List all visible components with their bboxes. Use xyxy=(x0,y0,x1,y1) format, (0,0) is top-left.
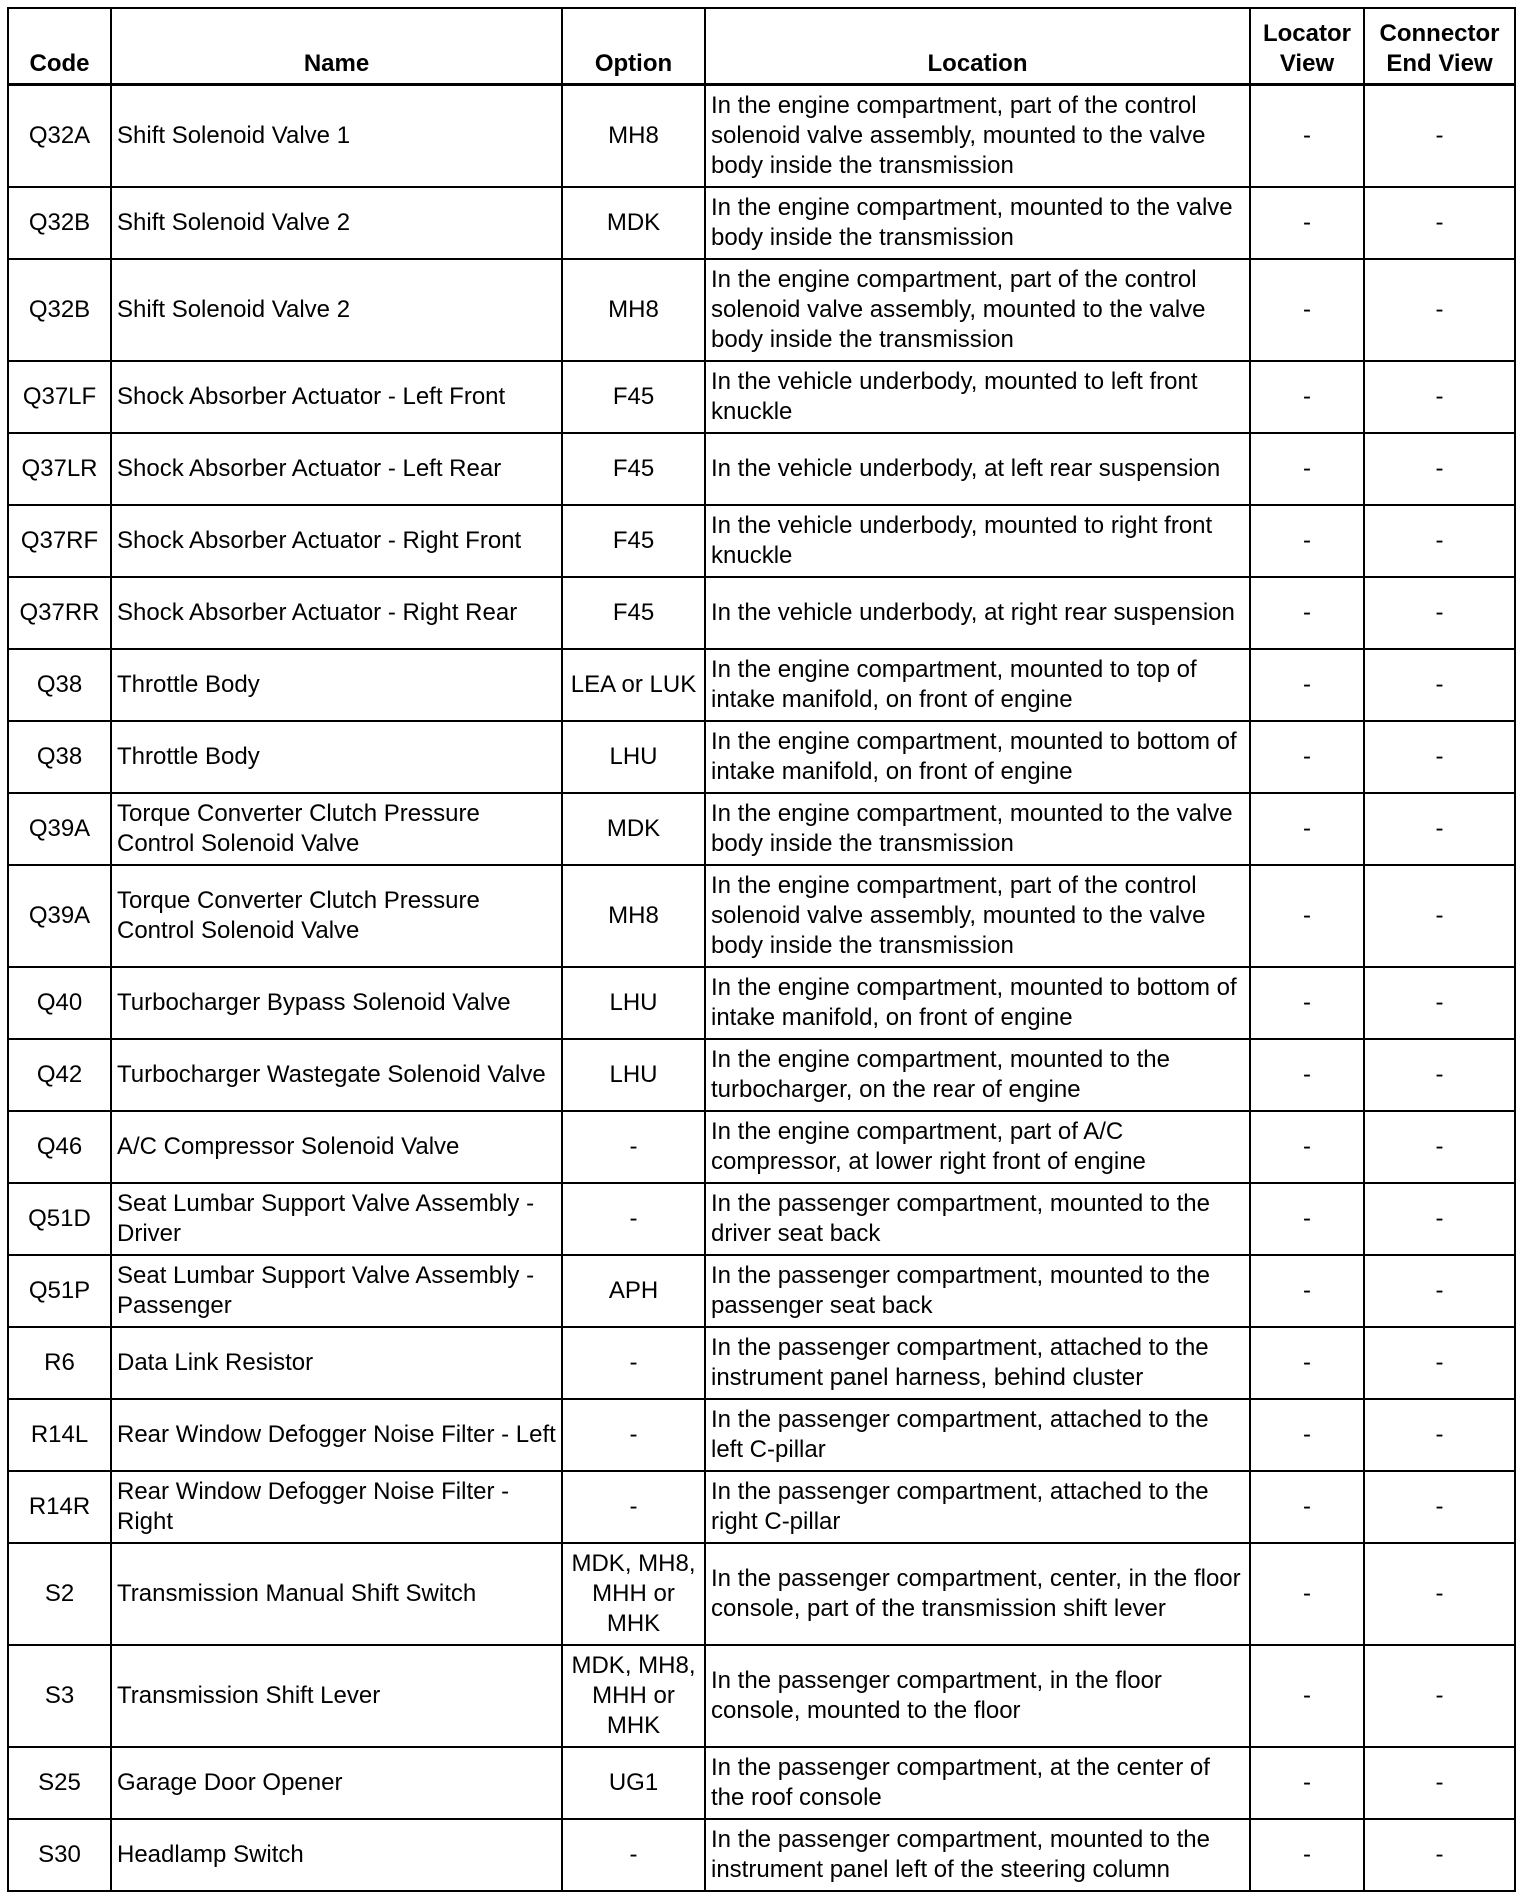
cell-connector-end-view: - xyxy=(1364,721,1515,793)
cell-code: Q42 xyxy=(8,1039,111,1111)
cell-code: Q51D xyxy=(8,1183,111,1255)
cell-name: Turbocharger Bypass Solenoid Valve xyxy=(111,967,562,1039)
cell-option: - xyxy=(562,1399,705,1471)
cell-code: Q32B xyxy=(8,259,111,361)
cell-location: In the vehicle underbody, at right rear suspension xyxy=(705,577,1250,649)
cell-option: LHU xyxy=(562,1039,705,1111)
cell-option: - xyxy=(562,1471,705,1543)
table-row xyxy=(8,433,1515,505)
cell-locator-view: - xyxy=(1250,1255,1364,1327)
cell-option: MDK, MH8, MHH or MHK xyxy=(562,1645,705,1747)
cell-connector-end-view: - xyxy=(1364,1327,1515,1399)
cell-locator-view: - xyxy=(1250,1819,1364,1891)
cell-location: In the engine compartment, mounted to the valve body inside the transmission xyxy=(705,793,1250,865)
cell-location: In the vehicle underbody, mounted to left front knuckle xyxy=(705,361,1250,433)
cell-name: Data Link Resistor xyxy=(111,1327,562,1399)
header-code: Code xyxy=(8,8,111,85)
cell-connector-end-view: - xyxy=(1364,1039,1515,1111)
table-row xyxy=(8,967,1515,1039)
cell-name: Torque Converter Clutch Pressure Control Solenoid Valve xyxy=(111,793,562,865)
cell-location: In the engine compartment, part of A/C compressor, at lower right front of engine xyxy=(705,1111,1250,1183)
cell-connector-end-view: - xyxy=(1364,793,1515,865)
cell-location: In the engine compartment, mounted to the valve body inside the transmission xyxy=(705,187,1250,259)
cell-name: Shift Solenoid Valve 2 xyxy=(111,259,562,361)
cell-connector-end-view: - xyxy=(1364,1819,1515,1891)
cell-code: R6 xyxy=(8,1327,111,1399)
cell-option: F45 xyxy=(562,361,705,433)
cell-connector-end-view: - xyxy=(1364,1747,1515,1819)
cell-code: Q39A xyxy=(8,865,111,967)
cell-option: UG1 xyxy=(562,1747,705,1819)
cell-option: - xyxy=(562,1183,705,1255)
cell-code: Q38 xyxy=(8,649,111,721)
cell-location: In the passenger compartment, attached to the instrument panel harness, behind cluster xyxy=(705,1327,1250,1399)
cell-option: LHU xyxy=(562,721,705,793)
cell-location: In the vehicle underbody, at left rear suspension xyxy=(705,433,1250,505)
cell-locator-view: - xyxy=(1250,1543,1364,1645)
cell-locator-view: - xyxy=(1250,505,1364,577)
cell-option: F45 xyxy=(562,505,705,577)
cell-name: Rear Window Defogger Noise Filter - Left xyxy=(111,1399,562,1471)
cell-option: F45 xyxy=(562,577,705,649)
cell-location: In the passenger compartment, at the center of the roof console xyxy=(705,1747,1250,1819)
cell-option: - xyxy=(562,1111,705,1183)
cell-name: Transmission Shift Lever xyxy=(111,1645,562,1747)
cell-code: R14R xyxy=(8,1471,111,1543)
cell-option: LEA or LUK xyxy=(562,649,705,721)
header-name: Name xyxy=(111,8,562,85)
cell-code: Q40 xyxy=(8,967,111,1039)
table-row xyxy=(8,1819,1515,1891)
cell-name: Torque Converter Clutch Pressure Control Solenoid Valve xyxy=(111,865,562,967)
cell-connector-end-view: - xyxy=(1364,577,1515,649)
cell-locator-view: - xyxy=(1250,1747,1364,1819)
cell-location: In the engine compartment, mounted to the turbocharger, on the rear of engine xyxy=(705,1039,1250,1111)
cell-name: Throttle Body xyxy=(111,649,562,721)
cell-locator-view: - xyxy=(1250,433,1364,505)
cell-name: Throttle Body xyxy=(111,721,562,793)
table-row xyxy=(8,1543,1515,1645)
cell-location: In the passenger compartment, mounted to the instrument panel left of the steering column xyxy=(705,1819,1250,1891)
cell-code: Q37RF xyxy=(8,505,111,577)
cell-name: Transmission Manual Shift Switch xyxy=(111,1543,562,1645)
table-row xyxy=(8,259,1515,361)
table-row xyxy=(8,865,1515,967)
cell-code: Q38 xyxy=(8,721,111,793)
cell-location: In the passenger compartment, center, in the floor console, part of the transmission shift lever xyxy=(705,1543,1250,1645)
cell-locator-view: - xyxy=(1250,649,1364,721)
header-connector-end-view: Connector End View xyxy=(1364,8,1515,85)
table-row xyxy=(8,505,1515,577)
cell-connector-end-view: - xyxy=(1364,259,1515,361)
cell-code: Q32B xyxy=(8,187,111,259)
cell-option: MDK xyxy=(562,187,705,259)
cell-name: Shock Absorber Actuator - Right Front xyxy=(111,505,562,577)
cell-code: Q51P xyxy=(8,1255,111,1327)
cell-locator-view: - xyxy=(1250,865,1364,967)
table-row xyxy=(8,187,1515,259)
cell-option: MDK xyxy=(562,793,705,865)
cell-name: Shock Absorber Actuator - Left Front xyxy=(111,361,562,433)
cell-connector-end-view: - xyxy=(1364,649,1515,721)
cell-code: Q37LR xyxy=(8,433,111,505)
cell-location: In the passenger compartment, attached to the left C-pillar xyxy=(705,1399,1250,1471)
cell-location: In the engine compartment, mounted to bottom of intake manifold, on front of engine xyxy=(705,721,1250,793)
cell-code: S30 xyxy=(8,1819,111,1891)
cell-code: S2 xyxy=(8,1543,111,1645)
table-row xyxy=(8,1399,1515,1471)
cell-code: Q37LF xyxy=(8,361,111,433)
cell-option: MH8 xyxy=(562,85,705,187)
cell-code: Q46 xyxy=(8,1111,111,1183)
cell-connector-end-view: - xyxy=(1364,505,1515,577)
cell-code: Q37RR xyxy=(8,577,111,649)
cell-location: In the engine compartment, mounted to top of intake manifold, on front of engine xyxy=(705,649,1250,721)
cell-name: A/C Compressor Solenoid Valve xyxy=(111,1111,562,1183)
table-row xyxy=(8,1471,1515,1543)
table-row xyxy=(8,577,1515,649)
cell-location: In the passenger compartment, in the floor console, mounted to the floor xyxy=(705,1645,1250,1747)
cell-location: In the engine compartment, part of the control solenoid valve assembly, mounted to the valve body inside the transmission xyxy=(705,865,1250,967)
cell-locator-view: - xyxy=(1250,1183,1364,1255)
cell-name: Seat Lumbar Support Valve Assembly - Driver xyxy=(111,1183,562,1255)
cell-locator-view: - xyxy=(1250,1327,1364,1399)
table-row xyxy=(8,721,1515,793)
cell-location: In the passenger compartment, mounted to the driver seat back xyxy=(705,1183,1250,1255)
cell-option: APH xyxy=(562,1255,705,1327)
cell-connector-end-view: - xyxy=(1364,1471,1515,1543)
cell-connector-end-view: - xyxy=(1364,1645,1515,1747)
cell-location: In the passenger compartment, mounted to the passenger seat back xyxy=(705,1255,1250,1327)
cell-connector-end-view: - xyxy=(1364,1183,1515,1255)
component-locator-table xyxy=(7,7,1516,1892)
cell-option: LHU xyxy=(562,967,705,1039)
cell-locator-view: - xyxy=(1250,259,1364,361)
cell-locator-view: - xyxy=(1250,721,1364,793)
cell-option: - xyxy=(562,1819,705,1891)
cell-locator-view: - xyxy=(1250,577,1364,649)
cell-name: Shock Absorber Actuator - Right Rear xyxy=(111,577,562,649)
cell-location: In the engine compartment, part of the control solenoid valve assembly, mounted to the valve body inside the transmission xyxy=(705,85,1250,187)
cell-locator-view: - xyxy=(1250,793,1364,865)
cell-option: MH8 xyxy=(562,259,705,361)
header-location: Location xyxy=(705,8,1250,85)
cell-connector-end-view: - xyxy=(1364,865,1515,967)
cell-locator-view: - xyxy=(1250,85,1364,187)
table-row xyxy=(8,361,1515,433)
cell-code: Q39A xyxy=(8,793,111,865)
cell-connector-end-view: - xyxy=(1364,1111,1515,1183)
cell-name: Rear Window Defogger Noise Filter - Right xyxy=(111,1471,562,1543)
cell-code: S3 xyxy=(8,1645,111,1747)
cell-location: In the passenger compartment, attached to the right C-pillar xyxy=(705,1471,1250,1543)
cell-option: - xyxy=(562,1327,705,1399)
cell-locator-view: - xyxy=(1250,1039,1364,1111)
table-row xyxy=(8,85,1515,187)
cell-name: Garage Door Opener xyxy=(111,1747,562,1819)
cell-locator-view: - xyxy=(1250,967,1364,1039)
table-row xyxy=(8,1039,1515,1111)
cell-connector-end-view: - xyxy=(1364,361,1515,433)
cell-locator-view: - xyxy=(1250,1399,1364,1471)
cell-locator-view: - xyxy=(1250,187,1364,259)
table-row xyxy=(8,1747,1515,1819)
cell-option: MH8 xyxy=(562,865,705,967)
cell-location: In the engine compartment, mounted to bottom of intake manifold, on front of engine xyxy=(705,967,1250,1039)
cell-code: R14L xyxy=(8,1399,111,1471)
cell-connector-end-view: - xyxy=(1364,1255,1515,1327)
cell-name: Headlamp Switch xyxy=(111,1819,562,1891)
cell-name: Shock Absorber Actuator - Left Rear xyxy=(111,433,562,505)
cell-locator-view: - xyxy=(1250,1111,1364,1183)
header-row xyxy=(8,8,1515,85)
table-row xyxy=(8,793,1515,865)
cell-connector-end-view: - xyxy=(1364,85,1515,187)
cell-locator-view: - xyxy=(1250,1645,1364,1747)
table-row xyxy=(8,649,1515,721)
cell-code: S25 xyxy=(8,1747,111,1819)
cell-option: MDK, MH8, MHH or MHK xyxy=(562,1543,705,1645)
cell-location: In the engine compartment, part of the control solenoid valve assembly, mounted to the valve body inside the transmission xyxy=(705,259,1250,361)
cell-location: In the vehicle underbody, mounted to right front knuckle xyxy=(705,505,1250,577)
table-row xyxy=(8,1183,1515,1255)
cell-name: Shift Solenoid Valve 1 xyxy=(111,85,562,187)
cell-code: Q32A xyxy=(8,85,111,187)
cell-name: Shift Solenoid Valve 2 xyxy=(111,187,562,259)
table-row xyxy=(8,1111,1515,1183)
cell-name: Seat Lumbar Support Valve Assembly - Passenger xyxy=(111,1255,562,1327)
cell-connector-end-view: - xyxy=(1364,1543,1515,1645)
header-locator-view: Locator View xyxy=(1250,8,1364,85)
cell-connector-end-view: - xyxy=(1364,1399,1515,1471)
header-option: Option xyxy=(562,8,705,85)
cell-option: F45 xyxy=(562,433,705,505)
cell-locator-view: - xyxy=(1250,361,1364,433)
table-body xyxy=(8,85,1515,1891)
cell-connector-end-view: - xyxy=(1364,967,1515,1039)
cell-connector-end-view: - xyxy=(1364,433,1515,505)
table-row xyxy=(8,1255,1515,1327)
cell-connector-end-view: - xyxy=(1364,187,1515,259)
table-row xyxy=(8,1327,1515,1399)
cell-locator-view: - xyxy=(1250,1471,1364,1543)
cell-name: Turbocharger Wastegate Solenoid Valve xyxy=(111,1039,562,1111)
table-row xyxy=(8,1645,1515,1747)
